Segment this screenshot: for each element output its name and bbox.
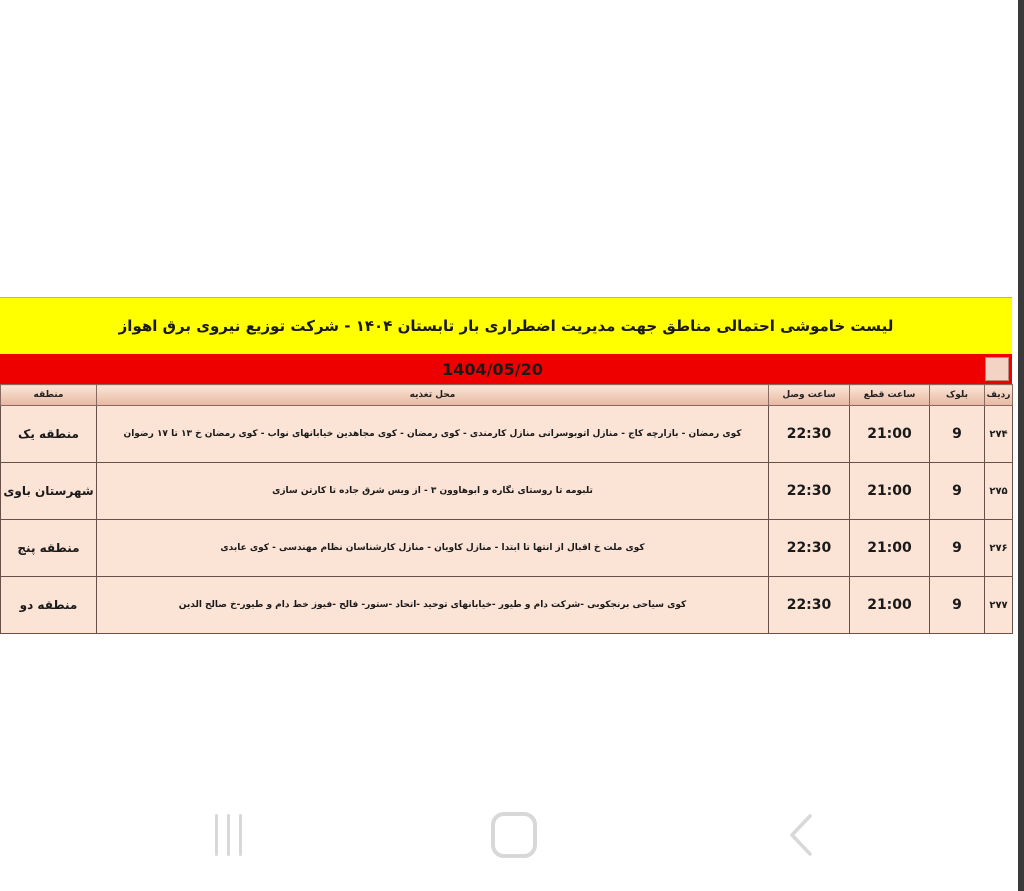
feed-location-cell: تلبومه تا روستای نگاره و ابوهاوون ۳ - از ویس شرق جاده تا کارتن سازی [97,463,769,520]
row-number-cell: ۲۷۷ [985,577,1013,634]
row-number-cell: ۲۷۶ [985,520,1013,577]
header-feed-location: محل تغذیه [97,385,769,406]
block-cell: 9 [930,577,985,634]
block-cell: 9 [930,520,985,577]
header-region: منطقه [1,385,97,406]
date-banner [0,354,1012,384]
system-navigation-bar [0,795,1024,875]
region-cell: منطقه پنج [1,520,97,577]
row-number-cell: ۲۷۵ [985,463,1013,520]
row-number-cell: ۲۷۴ [985,406,1013,463]
home-icon[interactable] [491,813,537,857]
table-row [1,406,1013,463]
table-row [1,520,1013,577]
recent-apps-icon[interactable] [205,813,251,857]
feed-location-cell: کوی ملت خ اقبال از انتها تا ابتدا - منازل کاویان - منازل کارشناسان نظام مهندسی - کوی عابدی [97,520,769,577]
table-header-row [1,385,1013,406]
connect-time-cell: 22:30 [769,577,850,634]
cut-time-cell: 21:00 [850,406,930,463]
cut-time-cell: 21:00 [850,463,930,520]
sheet-title: لیست خاموشی احتمالی مناطق جهت مدیریت اضطراری بار تابستان ۱۴۰۴ - شرکت توزیع نیروی برق اهواز [118,317,894,335]
connect-time-cell: 22:30 [769,406,850,463]
block-cell: 9 [930,463,985,520]
table-row [1,577,1013,634]
block-cell: 9 [930,406,985,463]
connect-time-cell: 22:30 [769,520,850,577]
cut-time-cell: 21:00 [850,577,930,634]
table-row [1,463,1013,520]
title-banner [0,297,1012,354]
schedule-table [0,384,1013,634]
back-icon[interactable] [786,813,816,857]
header-block: بلوک [930,385,985,406]
date-corner-cell [985,357,1009,381]
header-connect-time: ساعت وصل [769,385,850,406]
region-cell: منطقه دو [1,577,97,634]
region-cell: منطقه یک [1,406,97,463]
header-row-number: ردیف [985,385,1013,406]
header-cut-time: ساعت قطع [850,385,930,406]
schedule-date: 1404/05/20 [442,359,543,379]
blackout-schedule-sheet [0,297,1012,634]
feed-location-cell: کوی رمضان - بازارچه کاج - منازل اتوبوسرانی منازل کارمندی - کوی رمضان - کوی مجاهدین خیابانهای نواب - کوی رمضان خ ۱۳ تا ۱۷ رضوان [97,406,769,463]
screen-edge [1018,0,1024,891]
feed-location-cell: کوی سیاحی برنجکوبی -شرکت دام و طیور -خیابانهای توحید -اتحاد -ستور- فالح -فیوز خط دام و طیور-خ صالح الدین [97,577,769,634]
cut-time-cell: 21:00 [850,520,930,577]
region-cell: شهرستان باوی [1,463,97,520]
connect-time-cell: 22:30 [769,463,850,520]
